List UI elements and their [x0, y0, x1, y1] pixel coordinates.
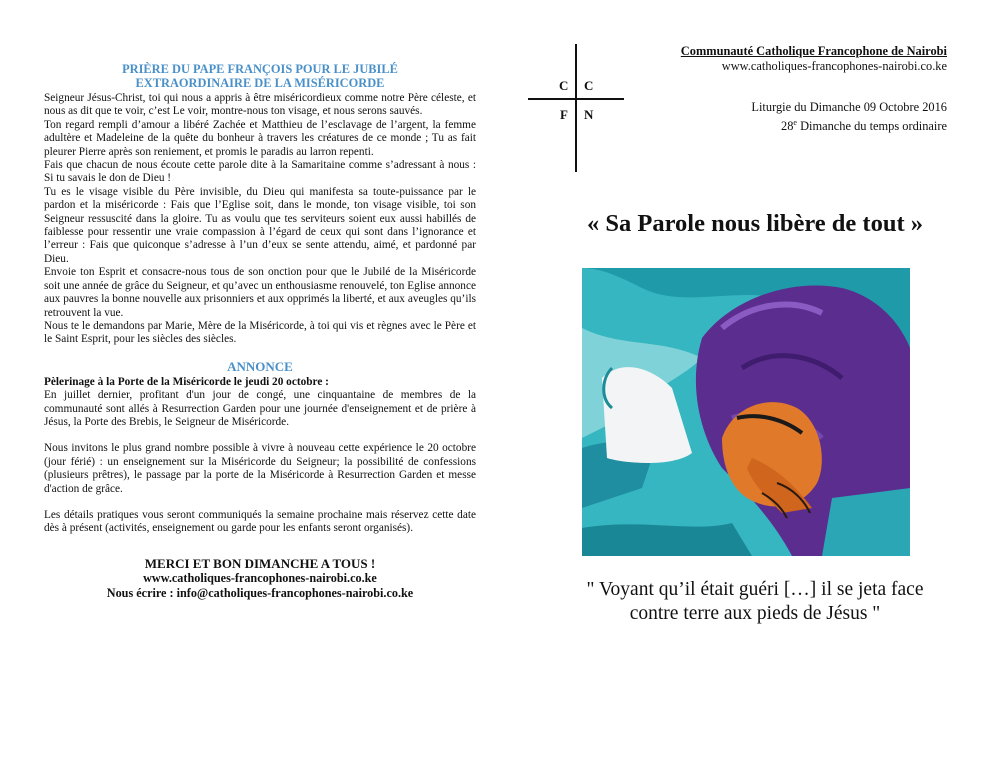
- annonce-paragraph: Les détails pratiques vous seront communiqués la semaine prochaine mais réservez cette date dès à présent (activités, enseignement ou garde pour les enfants seront organisés).: [44, 508, 476, 535]
- annonce-paragraph: Nous invitons le plus grand nombre possible à vivre à nouveau cette expérience le 20 octobre (jour férié) : un enseignement sur la Miséricorde du Seigneur; la possibilité de confessions (plusieurs prêtres), le passage par la porte de la Miséricorde à Resurrection Garden et messe d'action de grâce.: [44, 442, 476, 495]
- prayer-paragraph: Ton regard rempli d’amour a libéré Zachée et Matthieu de l’esclavage de l’argent, la femme adultère et Madeleine de la quête du bonheur à travers les créatures de ce monde ; Tu as fait pleurer Pierre après son reniement, et promis le paradis au larron repenti.: [44, 118, 476, 158]
- caption: " Voyant qu’il était guéri […] il se jeta face contre terre aux pieds de Jésus ": [586, 579, 924, 624]
- liturgy-info: [751, 100, 947, 134]
- logo-letter-n: N: [584, 107, 594, 122]
- contact-email[interactable]: Nous écrire : info@catholiques-francophones-nairobi.co.ke: [106, 585, 414, 600]
- logo-letter-c1: C: [559, 78, 569, 93]
- closing-block: [44, 556, 476, 601]
- prayer-paragraph: Envoie ton Esprit et consacre-nous tous de son onction pour que le Jubilé de la Miséricorde soit une année de grâce du Seigneur, et qu’avec un enthousiasme renouvelé, ton Eglise annonce aux pauvres la bonne nouvelle aux prisonniers et aux opprimés la liberté, et aux aveugles qu’ils retrouvent la vue.: [44, 266, 476, 319]
- cross-horizontal: [528, 98, 624, 100]
- prayer-paragraph: Fais que chacun de nous écoute cette parole dite à la Samaritaine comme s’adressant à nous : Si tu savais le don de Dieu !: [44, 159, 476, 185]
- annonce-paragraph: En juillet dernier, profitant d'un jour de congé, une cinquantaine de membres de la communauté sont allés à Resurrection Garden pour une journée d'enseignement et de prière à Jésus, la Porte des Brebis, le Seigneur de Miséricorde.: [44, 389, 476, 428]
- org-url[interactable]: www.catholiques-francophones-nairobi.co.ke: [721, 59, 947, 73]
- annonce-title: ANNONCE: [227, 358, 293, 374]
- prayer-paragraph: Tu es le visage visible du Père invisible, du Dieu qui manifesta sa toute-puissance par le pardon et la miséricorde : Fais que l’Eglise soit, dans le monde, ton visage visible, toi son Seigneur ressuscité dans la gloire. Tu as voulu que tes serviteurs soient eux aussi habillés de faiblesse pour ressentir une vraie compassion à l’égard de ceux qui sont dans l’ignorance et l’erreur : Fais que quiconque s’adresse à l’un d’eux se sente attendu, aimé, et pardonné par Dieu.: [44, 185, 476, 265]
- prayer-title: PRIÈRE DU PAPE FRANÇOIS POUR LE JUBILÉ EXTRAORDINAIRE DE LA MISÉRICORDE: [122, 62, 398, 90]
- painting-image: [582, 268, 910, 556]
- prayer-paragraph: Nous te le demandons par Marie, Mère de la Miséricorde, à toi qui vis et règnes avec le Père et le Saint Esprit, pour les siècles des siècles.: [44, 319, 476, 346]
- annonce-subtitle: Pèlerinage à la Porte de la Miséricorde le jeudi 20 octobre :: [44, 375, 329, 388]
- logo-letter-c2: C: [584, 78, 594, 93]
- prayer-paragraph: Seigneur Jésus-Christ, toi qui nous a appris à être miséricordieux comme notre Père céleste, et nous as dit que te voir, c’est Le voir, montre-nous ton visage, et nous serons sauvés.: [44, 92, 476, 118]
- org-name: Communauté Catholique Francophone de Nairobi: [680, 44, 947, 58]
- headline: « Sa Parole nous libère de tout »: [587, 210, 923, 237]
- org-header: [681, 44, 947, 74]
- website-link[interactable]: www.catholiques-francophones-nairobi.co.ke: [143, 570, 377, 585]
- logo-letter-f: F: [560, 107, 568, 122]
- liturgy-sunday: 28e Dimanche du temps ordinaire: [781, 118, 947, 134]
- cross-vertical: [575, 44, 577, 172]
- left-column: [44, 62, 476, 601]
- liturgy-date: Liturgie du Dimanche 09 Octobre 2016: [751, 100, 947, 114]
- closing-thanks: MERCI ET BON DIMANCHE A TOUS !: [144, 555, 376, 571]
